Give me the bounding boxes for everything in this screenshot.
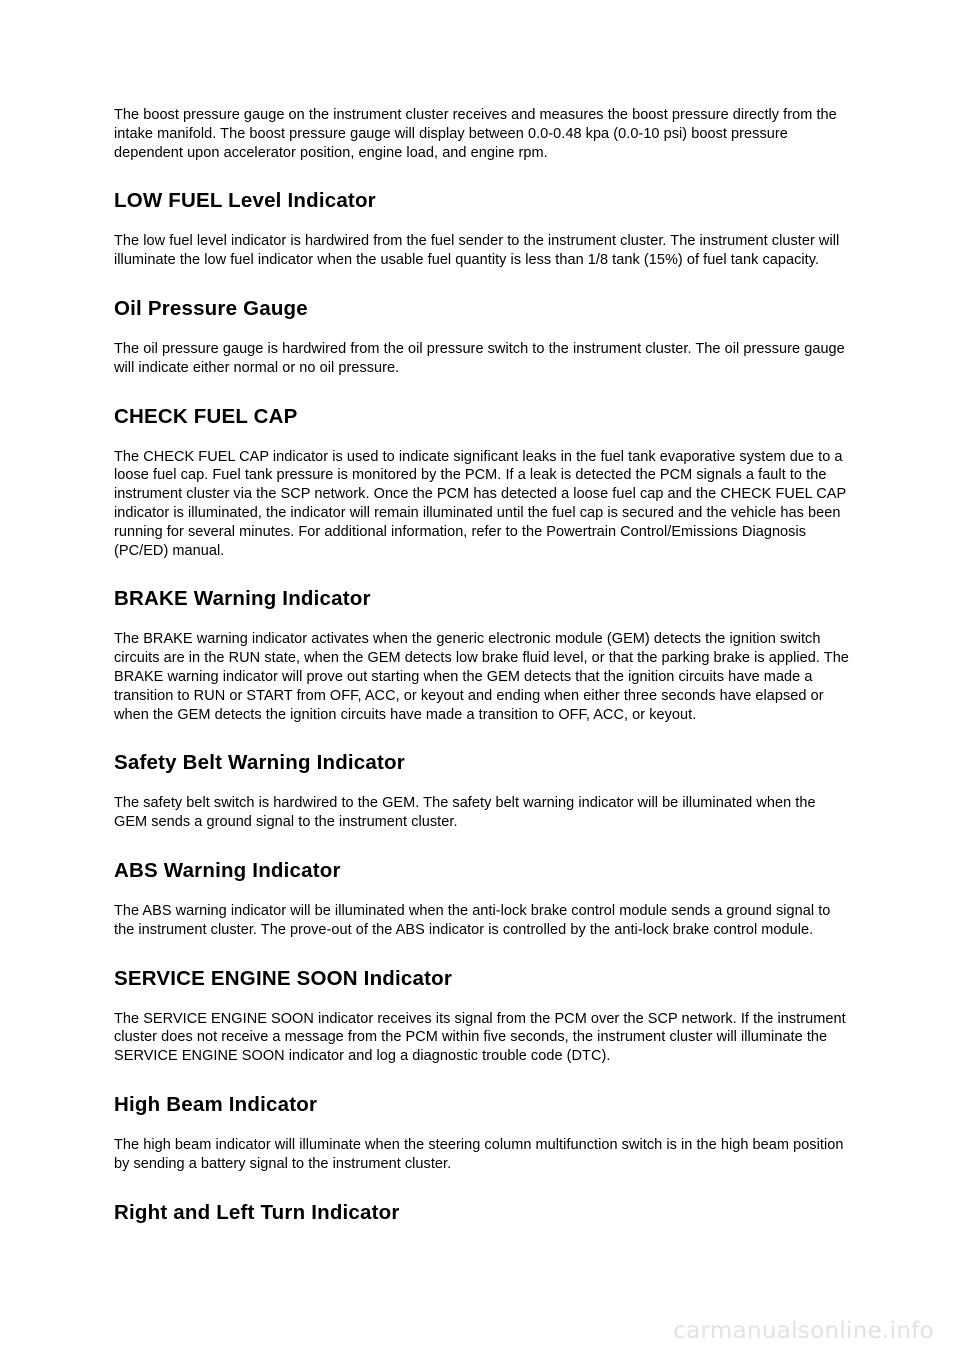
section-heading-safety-belt: Safety Belt Warning Indicator [114, 751, 405, 775]
section-heading-turn-indicator: Right and Left Turn Indicator [114, 1200, 400, 1224]
section-text-safety-belt: The safety belt switch is hardwired to the GEM. The safety belt warning indicator will be illuminated when the GEM sends a ground signal to the instrument cluster. [114, 795, 816, 831]
section-text-brake-warning: The BRAKE warning indicator activates when the generic electronic module (GEM) detects the ignition switch circuits are in the RUN state, when the GEM detects low brake fluid level, or that the parking brake is applied. The BRAKE warning indicator will prove out starting when the GEM detects that the ignition circuits have made a transition to RUN or START from OFF, ACC, or keyout and ending when either three seconds have elapsed or when the GEM detects the ignition circuits have made a transition to OFF, ACC, or keyout. [114, 631, 849, 723]
section-heading-check-fuel-cap: CHECK FUEL CAP [114, 404, 298, 428]
section-text-abs-warning: The ABS warning indicator will be illuminated when the anti-lock brake control module sends a ground signal to the instrument cluster. The prove-out of the ABS indicator is controlled by the anti-lock brake control module. [114, 902, 831, 938]
intro-paragraph: The boost pressure gauge on the instrument cluster receives and measures the boost pressure directly from the intake manifold. The boost pressure gauge will display between 0.0-0.48 kpa (0.0-10 psi) boost pressure dependent upon accelerator position, engine load, and engine rpm. [114, 107, 837, 161]
section-heading-abs-warning: ABS Warning Indicator [114, 858, 341, 882]
section-heading-low-fuel: LOW FUEL Level Indicator [114, 189, 376, 213]
section-heading-high-beam: High Beam Indicator [114, 1092, 318, 1116]
section-heading-service-engine: SERVICE ENGINE SOON Indicator [114, 966, 453, 990]
section-text-service-engine: The SERVICE ENGINE SOON indicator receives its signal from the PCM over the SCP network. If the instrument cluster does not receive a message from the PCM within five seconds, the instrument cluster will illuminate the SERVICE ENGINE SOON indicator and log a diagnostic trouble code (DTC). [114, 1010, 846, 1065]
section-heading-brake-warning: BRAKE Warning Indicator [114, 587, 371, 611]
section-text-oil-pressure: The oil pressure gauge is hardwired from the oil pressure switch to the instrument cluster. The oil pressure gauge will indicate either normal or no oil pressure. [114, 340, 845, 376]
section-text-low-fuel: The low fuel level indicator is hardwired from the fuel sender to the instrument cluster. The instrument cluster will illuminate the low fuel indicator when the usable fuel quantity is less than 1/8 tank (15%) of fuel tank capacity. [114, 233, 840, 269]
section-text-check-fuel-cap: The CHECK FUEL CAP indicator is used to indicate significant leaks in the fuel tank evaporative system due to a loose fuel cap. Fuel tank pressure is monitored by the PCM. If a leak is detected the PCM signals a fault to the instrument cluster via the SCP network. Once the PCM has detected a loose fuel cap and the CHECK FUEL CAP indicator is illuminated, the indicator will remain illuminated until the fuel cap is secured and the vehicle has been running for several minutes. For additional information, refer to the Powertrain Control/Emissions Diagnosis (PC/ED) manual. [114, 448, 846, 559]
section-text-high-beam: The high beam indicator will illuminate when the steering column multifunction switch is in the high beam position by sending a battery signal to the instrument cluster. [114, 1136, 844, 1172]
section-heading-oil-pressure: Oil Pressure Gauge [114, 296, 308, 320]
watermark-text: carmanualsonline.info [673, 1318, 934, 1344]
document-page [114, 106, 849, 1225]
